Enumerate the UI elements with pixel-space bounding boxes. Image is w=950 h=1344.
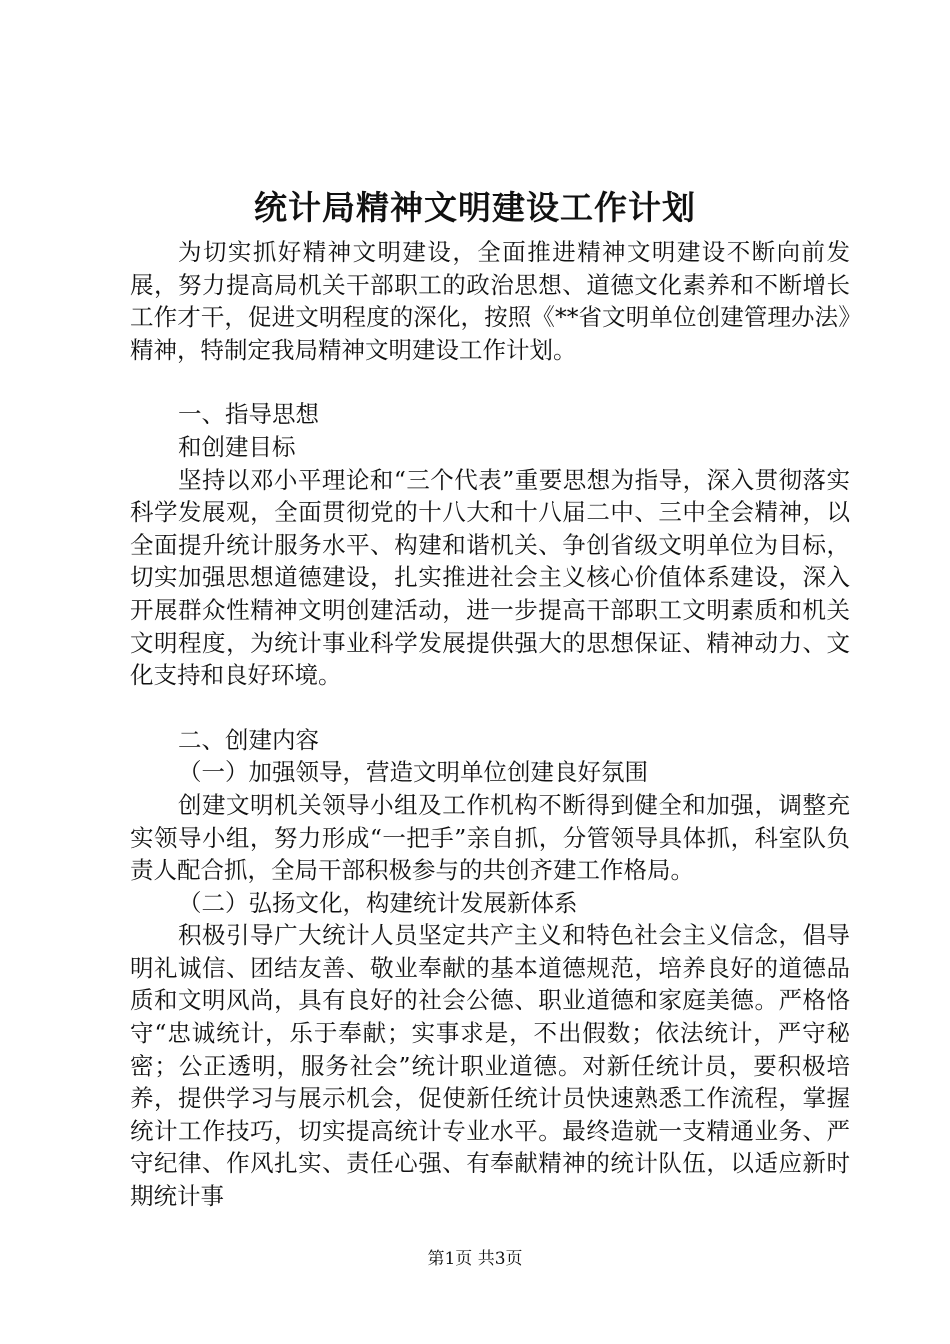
page-footer: 第1页 共3页 xyxy=(427,1249,523,1269)
section2-heading: 二、创建内容 xyxy=(178,725,319,754)
section1-subheading: 和创建目标 xyxy=(178,432,296,461)
subsection2-paragraph: 积极引导广大统计人员坚定共产主义和特色社会主义信念，倡导明礼诚信、团结友善、敬业奉献的基本道德规范，培养良好的道德品质和文明风尚，具有良好的社会公德、职业道德和家庭美德。严格恪守“忠诚统计，乐于奉献；实事求是，不出假数；依法统计，严守秘密；公正透明，服务社会”统计职业道德。对新任统计员，要积极培养，提供学习与展示机会，促使新任统计员快速熟悉工作流程，掌握统计工作技巧，切实提高统计专业水平。最终造就一支精通业务、严守纪律、作风扎实、责任心强、有奉献精神的统计队伍，以适应新时期统计事 xyxy=(130,921,850,1211)
subsection1-paragraph: 创建文明机关领导小组及工作机构不断得到健全和加强，调整充实领导小组，努力形成“一把手”亲自抓，分管领导具体抓，科室队负责人配合抓，全局干部积极参与的共创齐建工作格局。 xyxy=(130,790,850,885)
intro-paragraph: 为切实抓好精神文明建设，全面推进精神文明建设不断向前发展，努力提高局机关干部职工的政治思想、道德文化素养和不断增长工作才干，促进文明程度的深化，按照《**省文明单位创建管理办法》精神，特制定我局精神文明建设工作计划。 xyxy=(130,238,850,364)
document-title: 统计局精神文明建设工作计划 xyxy=(254,188,696,227)
section1-heading: 一、指导思想 xyxy=(178,400,319,429)
document-body xyxy=(130,236,850,1213)
paragraph-gap xyxy=(130,692,850,724)
paragraph-gap xyxy=(130,366,850,398)
subsection2-heading: （二）弘扬文化，构建统计发展新体系 xyxy=(178,888,578,917)
subsection1-heading: （一）加强领导，营造文明单位创建良好氛围 xyxy=(178,758,648,787)
section1-paragraph: 坚持以邓小平理论和“三个代表”重要思想为指导，深入贯彻落实科学发展观，全面贯彻党的十八大和十八届二中、三中全会精神，以全面提升统计服务水平、构建和谐机关、争创省级文明单位为目标，切实加强思想道德建设，扎实推进社会主义核心价值体系建设，深入开展群众性精神文明创建活动，进一步提高干部职工文明素质和机关文明程度，为统计事业科学发展提供强大的思想保证、精神动力、文化支持和良好环境。 xyxy=(130,465,850,690)
